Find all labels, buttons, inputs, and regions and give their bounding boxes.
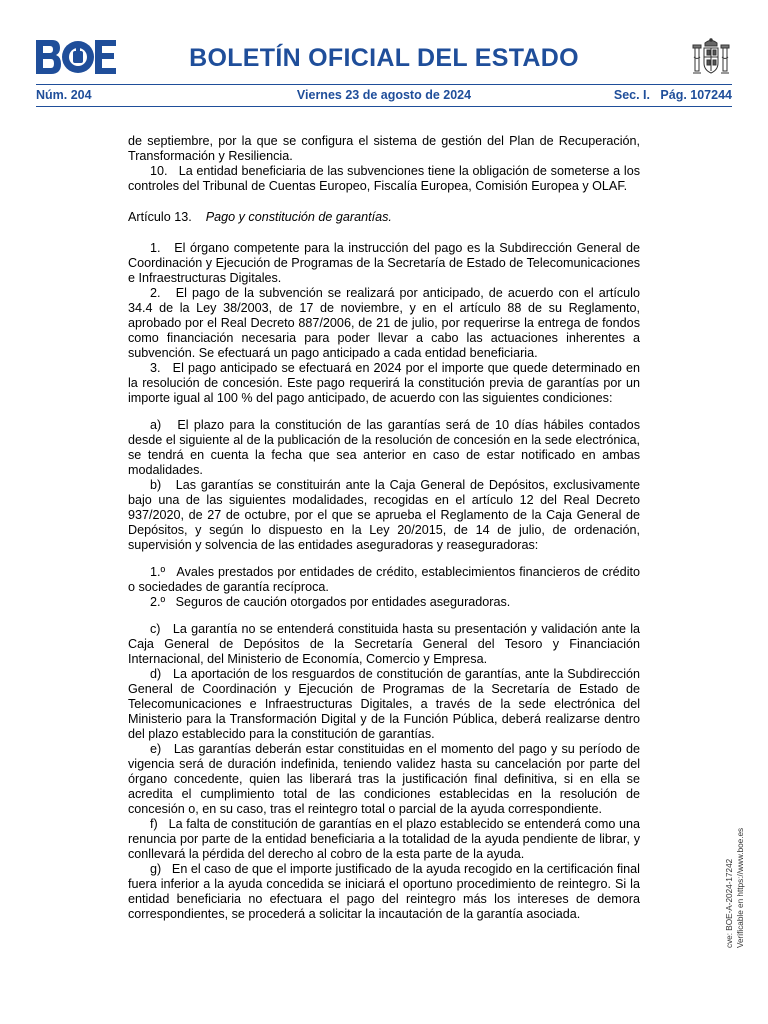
article-heading: [128, 210, 640, 225]
list-item: b) Las garantías se constituirán ante la Caja General de Depósitos, exclusivamente bajo una de las siguientes modalidades, recogidas en el artículo 12 del Real Decreto 937/2020, de 27 de octubre, por el que se aprueba el Reglamento de la Caja General de Depósitos, y según lo dispuesto en la Ley 20/2015, de 14 de julio, de ordenación, supervisión y solvencia de las entidades aseguradoras y reaseguradoras:: [128, 478, 644, 552]
sub-list-item: 2.º Seguros de caución otorgados por entidades aseguradoras.: [150, 595, 511, 609]
gazette-title: BOLETÍN OFICIAL DEL ESTADO: [189, 44, 579, 72]
list-item: d) La aportación de los resguardos de constitución de garantías, ante la Subdirección General de Coordinación y Ejecución de Programas de la Secretaría de Estado de Telecomunicaciones e Infraestructuras Digitales, a través de la sede electrónica del Ministerio para la Transformación Digital y de la Función Pública, deberá realizarse dentro del plazo establecido para la constitución de garantías.: [128, 667, 644, 741]
list-item: e) Las garantías deberán estar constituidas en el momento del pago y su período de vigencia será de duración indefinida, teniendo validez hasta su cancelación por parte del órgano concedente, quien las liberará tras la justificación final definitiva, si en ella se acredita el cumplimiento total de las condiciones establecidas en la resolución de concesión o, en su caso, tras el reintegro total o parcial de la ayuda correspondiente.: [128, 742, 644, 816]
coat-of-arms-icon: [690, 37, 732, 79]
list-item: f) La falta de constitución de garantías en el plazo establecido se entenderá como una renuncia por parte de la entidad beneficiaria a la totalidad de la ayuda pendiente de librar, y conllevará la pérdida del derecho al cobro de la esta parte de la ayuda.: [128, 817, 644, 861]
verification-sidebar: [724, 808, 754, 948]
paragraph: 3. El pago anticipado se efectuará en 2024 por el importe que quede determinado en la resolución de concesión. Este pago requerirá la constitución previa de garantías por un importe igual al 100 % del pago anticipado, de acuerdo con las siguientes condiciones:: [128, 361, 644, 405]
list-item: c) La garantía no se entenderá constituida hasta su presentación y validación ante la Caja General de Depósitos de la Secretaría General del Tesoro y Financiación Internacional, del Ministerio de Economía, Comercio y Empresa.: [128, 622, 644, 666]
paragraph: 10. La entidad beneficiaria de las subvenciones tiene la obligación de someterse a los controles del Tribunal de Cuentas Europeo, Fiscalía Europea, Comisión Europea y OLAF.: [128, 164, 644, 193]
paragraph: de septiembre, por la que se configura el sistema de gestión del Plan de Recuperación, Transformación y Resiliencia.: [128, 134, 640, 163]
paragraph: 1. El órgano competente para la instrucción del pago es la Subdirección General de Coordinación y Ejecución de Programas de la Secretaría de Estado de Telecomunicaciones e Infraestructuras Digitales.: [128, 241, 644, 285]
paragraph: 2. El pago de la subvención se realizará por anticipado, de acuerdo con el artículo 34.4 de la Ley 38/2003, de 17 de noviembre, y en el artículo 88 de su Reglamento, aprobado por el Real Decreto 887/2006, de 21 de julio, por requerirse la entrega de fondos como financiación necesaria para poder llevar a cabo las actuaciones inherentes a subvención. Se efectuará un pago anticipado a cada entidad beneficiaria.: [128, 286, 644, 360]
list-item: a) El plazo para la constitución de las garantías será de 10 días hábiles contados desde el siguiente al de la publicación de la resolución de concesión en la sede electrónica, se tendrá en cuenta la fecha que sea anterior en caso de estar notificado en ambas modalidades.: [128, 418, 644, 477]
cve-code: cve: BOE-A-2024-17242: [725, 858, 734, 948]
header-rule-bottom: [36, 106, 732, 107]
sub-list-item: 1.º Avales prestados por entidades de crédito, establecimientos financieros de crédito o sociedades de garantía recíproca.: [128, 565, 644, 594]
article-title: Pago y constitución de garantías.: [205, 210, 392, 224]
article-number: Artículo 13.: [128, 210, 192, 224]
document-body: [128, 134, 644, 922]
list-item: g) En el caso de que el importe justificado de la ayuda recogido en la certificación final fuera inferior a la ayuda concedida se iniciará el oportuno procedimiento de reintegro. Si la entidad beneficiaria no efectuara el pago del reintegro más los intereses de demora correspondientes, se procederá a solicitar la incautación de la garantía asociada.: [128, 862, 644, 921]
issue-number: Núm. 204: [36, 88, 92, 102]
issue-date: Viernes 23 de agosto de 2024: [296, 88, 472, 102]
header-rule-top: [36, 84, 732, 85]
boe-logo: [36, 40, 116, 74]
section-page: Sec. I. Pág. 107244: [613, 88, 732, 102]
verification-link[interactable]: Verificable en https://www.boe.es: [736, 827, 745, 948]
